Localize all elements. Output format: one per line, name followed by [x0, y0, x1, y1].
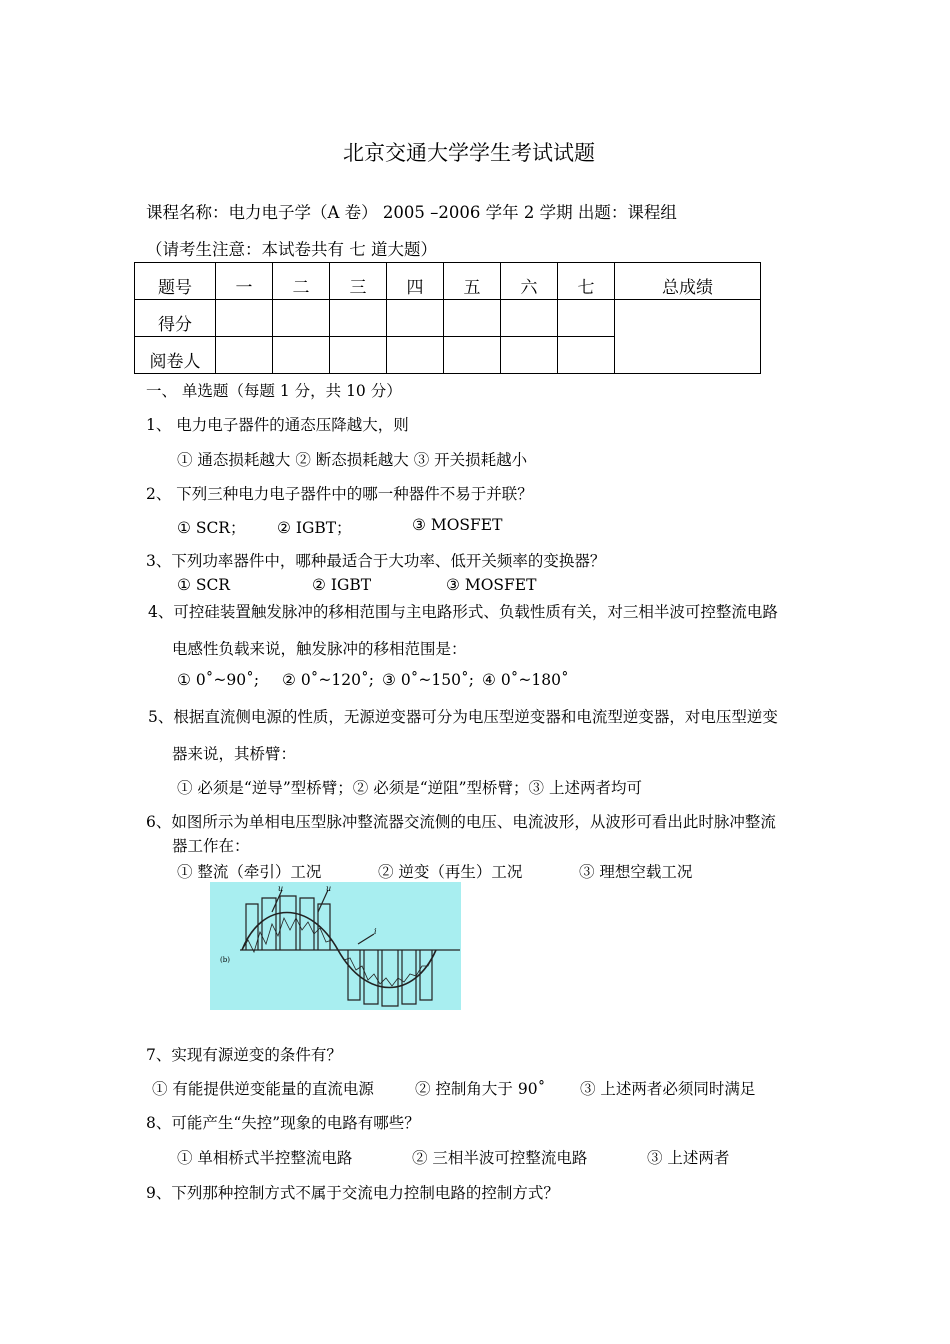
grader-cell[interactable]: [273, 337, 330, 374]
grader-cell[interactable]: [387, 337, 444, 374]
course-line: 课程名称：电力电子学（A 卷） 2005 –2006 学年 2 学期 出题：课程组: [146, 203, 677, 222]
question-8-option-2: ② 三相半波可控整流电路: [412, 1149, 588, 1167]
question-9-stem: 9、下列那种控制方式不属于交流电力控制电路的控制方式？: [146, 1184, 559, 1202]
question-2-option-3: ③ MOSFET: [412, 516, 503, 534]
grader-cell[interactable]: [501, 337, 558, 374]
col-header-3: 三: [330, 263, 387, 300]
question-5-stem-line-1: 5、根据直流侧电源的性质，无源逆变器可分为电压型逆变器和电流型逆变器，对电压型逆变: [148, 708, 778, 726]
grader-cell[interactable]: [216, 337, 273, 374]
col-header-1: 一: [216, 263, 273, 300]
col-header-2: 二: [273, 263, 330, 300]
question-1-options: ① 通态损耗越大 ② 断态损耗越大 ③ 开关损耗越小: [177, 451, 528, 469]
voltage-pulses-positive: [246, 896, 330, 950]
row-header-number: 题号: [135, 263, 216, 300]
question-5-stem-line-2: 器来说，其桥臂：: [172, 745, 297, 763]
score-cell[interactable]: [387, 300, 444, 337]
waveform-figure: [210, 882, 461, 1010]
question-4-stem-line-2: 电感性负载来说，触发脉冲的移相范围是：: [172, 640, 467, 658]
score-cell[interactable]: [558, 300, 615, 337]
score-cell[interactable]: [216, 300, 273, 337]
label-u2: u: [326, 884, 332, 893]
question-4-stem-line-1: 4、可控硅装置触发脉冲的移相范围与主电路形式、负载性质有关，对三相半波可控整流电路: [148, 603, 778, 621]
col-header-7: 七: [558, 263, 615, 300]
question-3-option-1: ① SCR: [177, 576, 230, 594]
question-2-stem: 2、 下列三种电力电子器件中的哪一种器件不易于并联？: [146, 485, 533, 503]
question-3-option-3: ③ MOSFET: [446, 576, 537, 594]
question-8-option-3: ③ 上述两者: [647, 1149, 730, 1167]
ripple-negative: [338, 950, 436, 986]
question-5-options: ① 必须是“逆导”型桥臂；② 必须是“逆阻”型桥臂；③ 上述两者均可: [177, 779, 642, 797]
question-3-option-2: ② IGBT: [312, 576, 372, 594]
row-header-grader: 阅卷人: [135, 337, 216, 374]
score-cell[interactable]: [273, 300, 330, 337]
question-6-option-2: ② 逆变（再生）工况: [378, 863, 523, 881]
question-7-option-1: ① 有能提供逆变能量的直流电源: [152, 1080, 374, 1098]
question-4-option-1: ① 0˚~90˚;: [177, 671, 260, 689]
col-header-5: 五: [444, 263, 501, 300]
score-table: [134, 262, 761, 374]
exam-notice: （请考生注意：本试卷共有 七 道大题）: [146, 240, 437, 259]
col-header-4: 四: [387, 263, 444, 300]
question-4-option-3: ③ 0˚~150˚;: [382, 671, 474, 689]
question-2-option-2: ② IGBT；: [277, 519, 352, 537]
question-7-option-3: ③ 上述两者必须同时满足: [580, 1080, 756, 1098]
exam-title: 北京交通大学学生考试试题: [343, 141, 595, 165]
question-8-option-1: ① 单相桥式半控整流电路: [177, 1149, 353, 1167]
ripple-positive: [242, 918, 338, 952]
waveform-diagram: [210, 882, 461, 1010]
score-cell[interactable]: [501, 300, 558, 337]
question-7-stem: 7、实现有源逆变的条件有？: [146, 1046, 342, 1064]
question-3-stem: 3、下列功率器件中，哪种最适合于大功率、低开关频率的变换器？: [146, 552, 606, 570]
question-2-option-1: ① SCR；: [177, 519, 246, 537]
total-score-cell[interactable]: [615, 300, 761, 374]
col-header-6: 六: [501, 263, 558, 300]
question-4-option-4: ④ 0˚~180˚: [482, 671, 569, 689]
question-6-stem-line-2: 器工作在：: [172, 837, 250, 855]
col-header-total: 总成绩: [615, 263, 761, 300]
question-6-stem-line-1: 6、如图所示为单相电压型脉冲整流器交流侧的电压、电流波形，从波形可看出此时脉冲整流: [146, 813, 776, 831]
label-u1: u: [278, 884, 284, 893]
question-1-stem: 1、 电力电子器件的通态压降越大，则: [146, 416, 409, 434]
question-6-option-1: ① 整流（牵引）工况: [177, 863, 322, 881]
score-cell[interactable]: [330, 300, 387, 337]
question-6-option-3: ③ 理想空载工况: [579, 863, 693, 881]
grader-cell[interactable]: [558, 337, 615, 374]
score-cell[interactable]: [444, 300, 501, 337]
question-8-stem: 8、可能产生“失控”现象的电路有哪些？: [146, 1114, 420, 1132]
question-7-option-2: ② 控制角大于 90˚: [415, 1080, 546, 1098]
grader-cell[interactable]: [330, 337, 387, 374]
question-4-option-2: ② 0˚~120˚;: [282, 671, 374, 689]
grader-cell[interactable]: [444, 337, 501, 374]
label-b: (b): [220, 956, 230, 964]
row-header-score: 得分: [135, 300, 216, 337]
label-i: i: [374, 927, 377, 936]
section-heading: 一、 单选题（每题 1 分，共 10 分）: [146, 382, 402, 400]
